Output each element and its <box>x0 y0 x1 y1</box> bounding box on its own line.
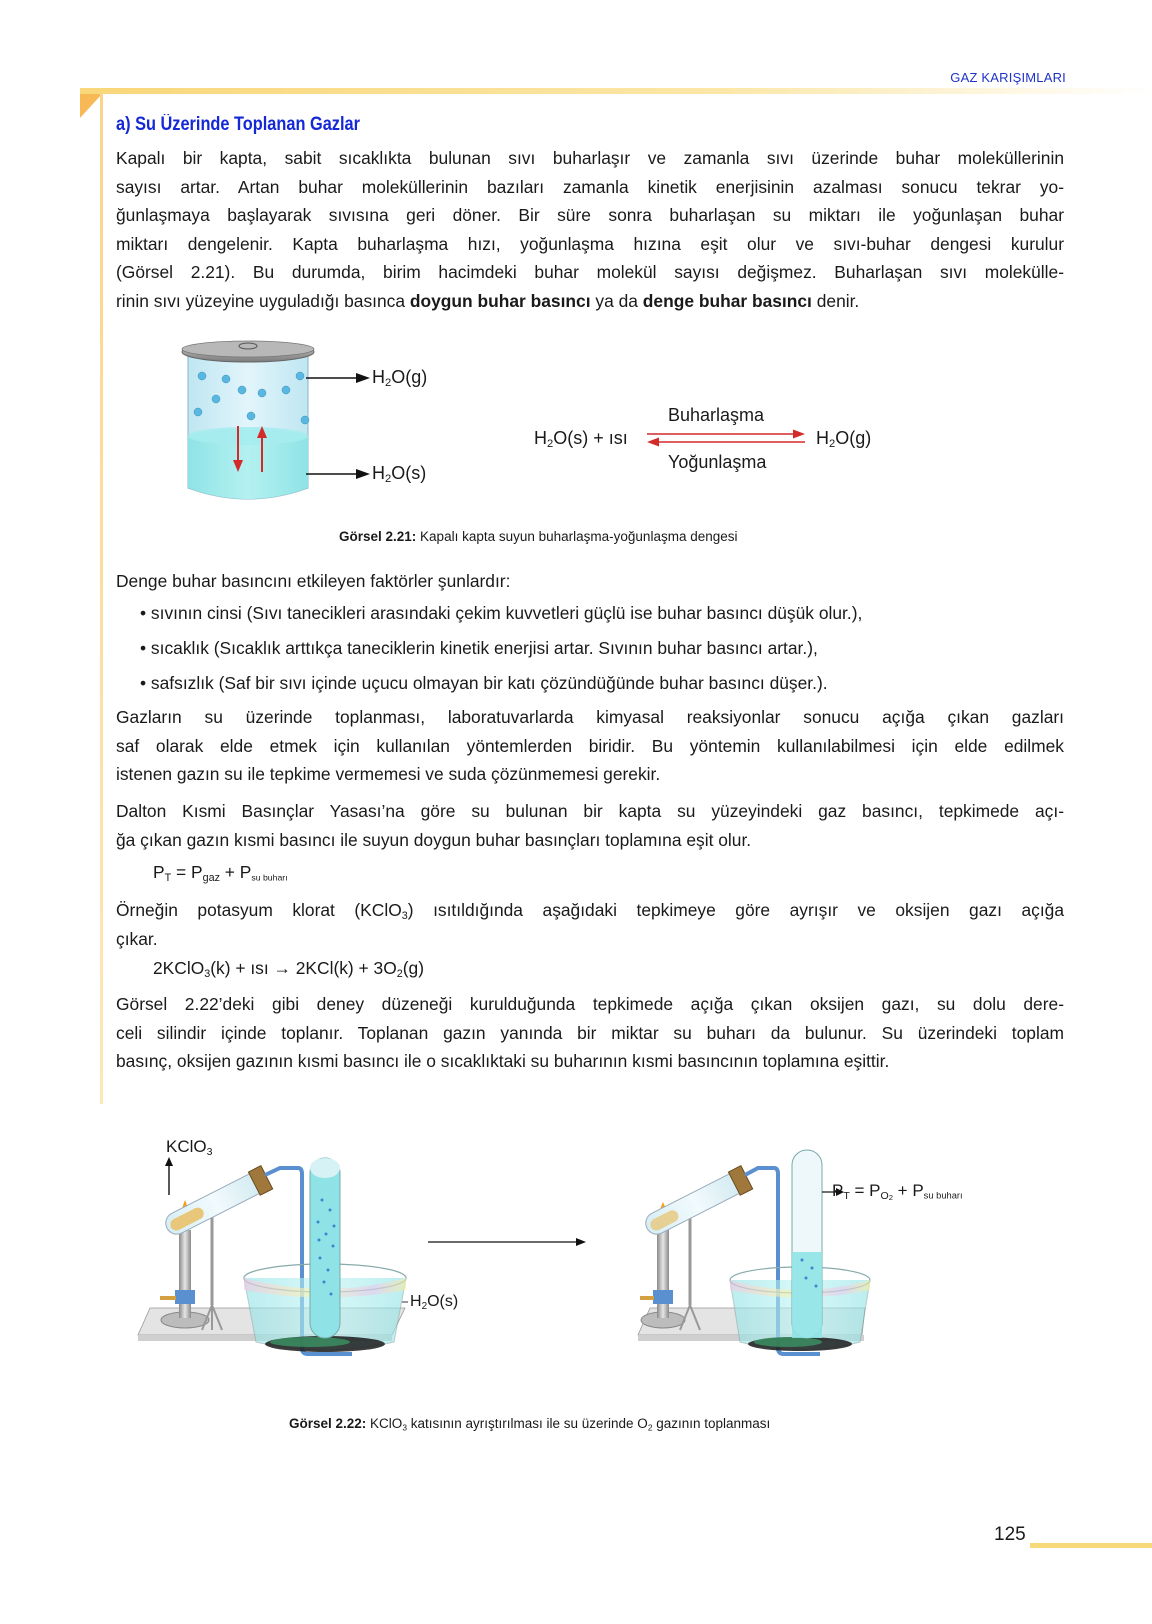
term-equilibrium-vapor-pressure: denge buhar basıncı <box>642 290 812 311</box>
paragraph-vapor-pressure <box>116 144 1064 316</box>
paragraph-line: Gazların su üzerinde toplanması, laboratuvarlarda kimyasal reaksiyonlar sonucu açığa çıkan gazları <box>116 707 1064 727</box>
subscript: su buharı <box>923 1190 963 1201</box>
text-run: O(s) <box>427 1293 459 1310</box>
transition-arrow <box>428 1238 586 1246</box>
caption-text: KClO <box>366 1416 403 1431</box>
figure-caption-2-21 <box>339 529 738 544</box>
page-number: 125 <box>994 1524 1026 1545</box>
text-run: H <box>410 1293 422 1310</box>
text-run: 2KClO <box>153 958 205 978</box>
label-evaporation: Buharlaşma <box>668 405 765 425</box>
subscript: 3 <box>204 968 211 981</box>
subscript: 3 <box>401 910 408 923</box>
subscript: O <box>880 1189 889 1202</box>
paragraph-gas-collection <box>116 703 1064 789</box>
text-run: = P <box>171 862 203 882</box>
equilibrium-arrows <box>645 428 807 448</box>
text-run: O(g) <box>391 367 428 387</box>
subscript: 2 <box>396 968 403 981</box>
caption-text: katısının ayrıştırılması ile su üzerinde O <box>406 1416 648 1431</box>
text-run: ya da <box>590 290 643 311</box>
left-margin-rule <box>100 94 103 1104</box>
reaction-equation <box>153 958 424 979</box>
subscript: 2 <box>385 473 392 486</box>
label-arrows <box>306 373 370 479</box>
label-water-vapor <box>372 367 427 388</box>
factors-list <box>140 596 1040 701</box>
equation-product <box>816 428 871 449</box>
paragraph-line: çıkar. <box>116 928 158 949</box>
paragraph-potassium-chlorate <box>116 896 1064 953</box>
paragraph-line: Dalton Kısmi Basınçlar Yasası’na göre su bulunan bir kapta su yüzeyindeki gaz basıncı, tepkimede açı- <box>116 801 1064 821</box>
paragraph-line: Görsel 2.22’deki gibi deney düzeneği kurulduğunda tepkimede açığa çıkan oksijen gazı, su dolu dere- <box>116 994 1064 1014</box>
paragraph-line: basınç, oksijen gazının kısmi basıncı ile o sıcaklıktaki su buharının kısmi basıncının toplamına eşittir. <box>116 1051 890 1072</box>
reverse-arrow-head <box>647 438 659 447</box>
label-kclo3 <box>166 1137 212 1157</box>
running-head: GAZ KARIŞIMLARI <box>950 70 1066 85</box>
paragraph-line: ğunlaşmaya başlayarak sıvısına geri döner. Bir süre sonra buharlaşan su miktarı ile yoğunlaşan buhar <box>116 205 1064 226</box>
caption-text: gazının toplanması <box>652 1416 771 1431</box>
text-run: O(s) <box>391 463 427 483</box>
text-run: H <box>816 428 829 448</box>
graduated-cylinder-gas-collected <box>792 1150 822 1338</box>
label-liquid-water <box>372 463 426 484</box>
paragraph-line: istenen gazın su ile tepkime vermemesi ve suda çözünmemesi gerekir. <box>116 764 661 785</box>
text-run: KClO <box>166 1137 207 1156</box>
formula-total-pressure <box>153 862 288 883</box>
text-run: (g) <box>402 958 424 978</box>
subscript: su buharı <box>251 872 288 883</box>
kclo3-arrow-icon <box>162 1157 176 1195</box>
text-run: O(g) <box>835 428 872 448</box>
text-run: H <box>534 428 547 448</box>
subscript: 2 <box>385 377 392 390</box>
paragraph-line: miktarı dengelenir. Kapta buharlaşma hızı, yoğunlaşma hızına eşit olur ve sıvı-buhar dengesi kurulur <box>116 233 1064 254</box>
paragraph-line: Kapalı bir kapta, sabit sıcaklıkta bulunan sıvı buharlaşır ve zamanla sıvı üzerinde buhar moleküllerinin <box>116 148 1064 168</box>
text-run: O(s) + ısı <box>553 428 628 448</box>
forward-arrow-head <box>793 430 805 439</box>
figure-caption-2-22 <box>289 1416 770 1431</box>
text-run: P <box>153 862 165 882</box>
paragraph-line: celi silindir içinde toplanır. Toplanan gazın yanında bir miktar su buharı da bulunur. Su üzerindeki toplam <box>116 1022 1064 1043</box>
text-run: rinin sıvı yüzeyine uyguladığı basınca <box>116 290 410 311</box>
text-run: Örneğin potasyum klorat (KClO <box>116 900 402 920</box>
paragraph-dalton-law <box>116 797 1064 854</box>
subscript: 2 <box>829 438 836 451</box>
subscript: 2 <box>647 1422 653 1433</box>
test-tube-kclo3 <box>161 1166 273 1240</box>
subscript: gaz <box>202 872 220 885</box>
equation-reactant <box>534 428 628 449</box>
text-run: + P <box>219 862 252 882</box>
text-run: denir. <box>811 290 860 311</box>
text-run: H <box>372 367 385 387</box>
subscript: 3 <box>402 1422 407 1433</box>
label-water-trough <box>410 1293 458 1311</box>
graduated-cylinder-full <box>310 1158 340 1338</box>
lid <box>182 341 314 362</box>
text-run: H <box>372 463 385 483</box>
section-title: a) Su Üzerinde Toplanan Gazlar <box>116 114 360 135</box>
subscript: 2 <box>421 1300 428 1312</box>
text-run: + P <box>892 1181 924 1200</box>
factors-intro: Denge buhar basıncını etkileyen faktörler şunlardır: <box>116 571 511 591</box>
header-band <box>80 88 1152 94</box>
paragraph-line <box>116 287 1064 316</box>
setup-initial <box>138 1158 408 1354</box>
list-item: • sıcaklık (Sıcaklık arttıkça taneciklerin kinetik enerjisi artar. Sıvının buhar basıncı artar.), <box>140 638 818 658</box>
text-run: P <box>832 1181 844 1200</box>
list-item: • safsızlık (Saf bir sıvı içinde uçucu olmayan bir katı çözündüğünde buhar basıncı düşer.). <box>140 673 828 693</box>
subscript: 2 <box>888 1192 893 1202</box>
beaker-body <box>188 356 308 499</box>
term-saturated-vapor-pressure: doygun buhar basıncı <box>409 290 591 311</box>
caption-label: Görsel 2.22: <box>289 1416 367 1431</box>
paragraph-line <box>116 896 1064 925</box>
paragraph-line: (Görsel 2.21). Bu durumda, birim hacimdeki buhar molekül sayısı değişmez. Buharlaşan sıvı molekülle- <box>116 262 1064 283</box>
subscript: 2 <box>547 438 554 451</box>
label-total-pressure <box>832 1181 963 1201</box>
gas-collection-apparatus-illustration <box>130 1130 1050 1390</box>
header-corner-decoration <box>80 94 102 118</box>
paragraph-experiment-setup <box>116 990 1064 1076</box>
text-run: ) ısıtıldığında aşağıdaki tepkimeye göre ayrışır ve oksijen gazı açığa <box>407 900 1064 920</box>
text-run: = P <box>849 1181 881 1200</box>
paragraph-line: ğa çıkan gazın kısmi basıncı ile suyun doygun buhar basınçları toplamına eşit olur. <box>116 829 752 850</box>
paragraph-line: saf olarak elde etmek için kullanılan yöntemlerden biridir. Bu yöntemin kullanılabilmesi için elde edilmek <box>116 735 1064 756</box>
closed-container-illustration <box>180 338 380 508</box>
caption-label: Görsel 2.21: <box>339 529 417 544</box>
subscript: T <box>164 872 172 885</box>
label-condensation: Yoğunlaşma <box>668 452 767 472</box>
footer-bar <box>1030 1543 1152 1548</box>
text-run: (k) + ısı → 2KCl(k) + 3O <box>210 958 397 978</box>
paragraph-line: sayısı artar. Artan buhar moleküllerinin bazıları zamanla kinetik enerjisinin azalması sonucu tekrar yo- <box>116 176 1064 197</box>
list-item: • sıvının cinsi (Sıvı tanecikleri arasındaki çekim kuvvetleri güçlü ise buhar basıncı düşük olur.), <box>140 603 863 623</box>
subscript: 3 <box>206 1145 213 1158</box>
subscript: T <box>843 1189 850 1202</box>
caption-text: Kapalı kapta suyun buharlaşma-yoğunlaşma dengesi <box>416 529 738 544</box>
